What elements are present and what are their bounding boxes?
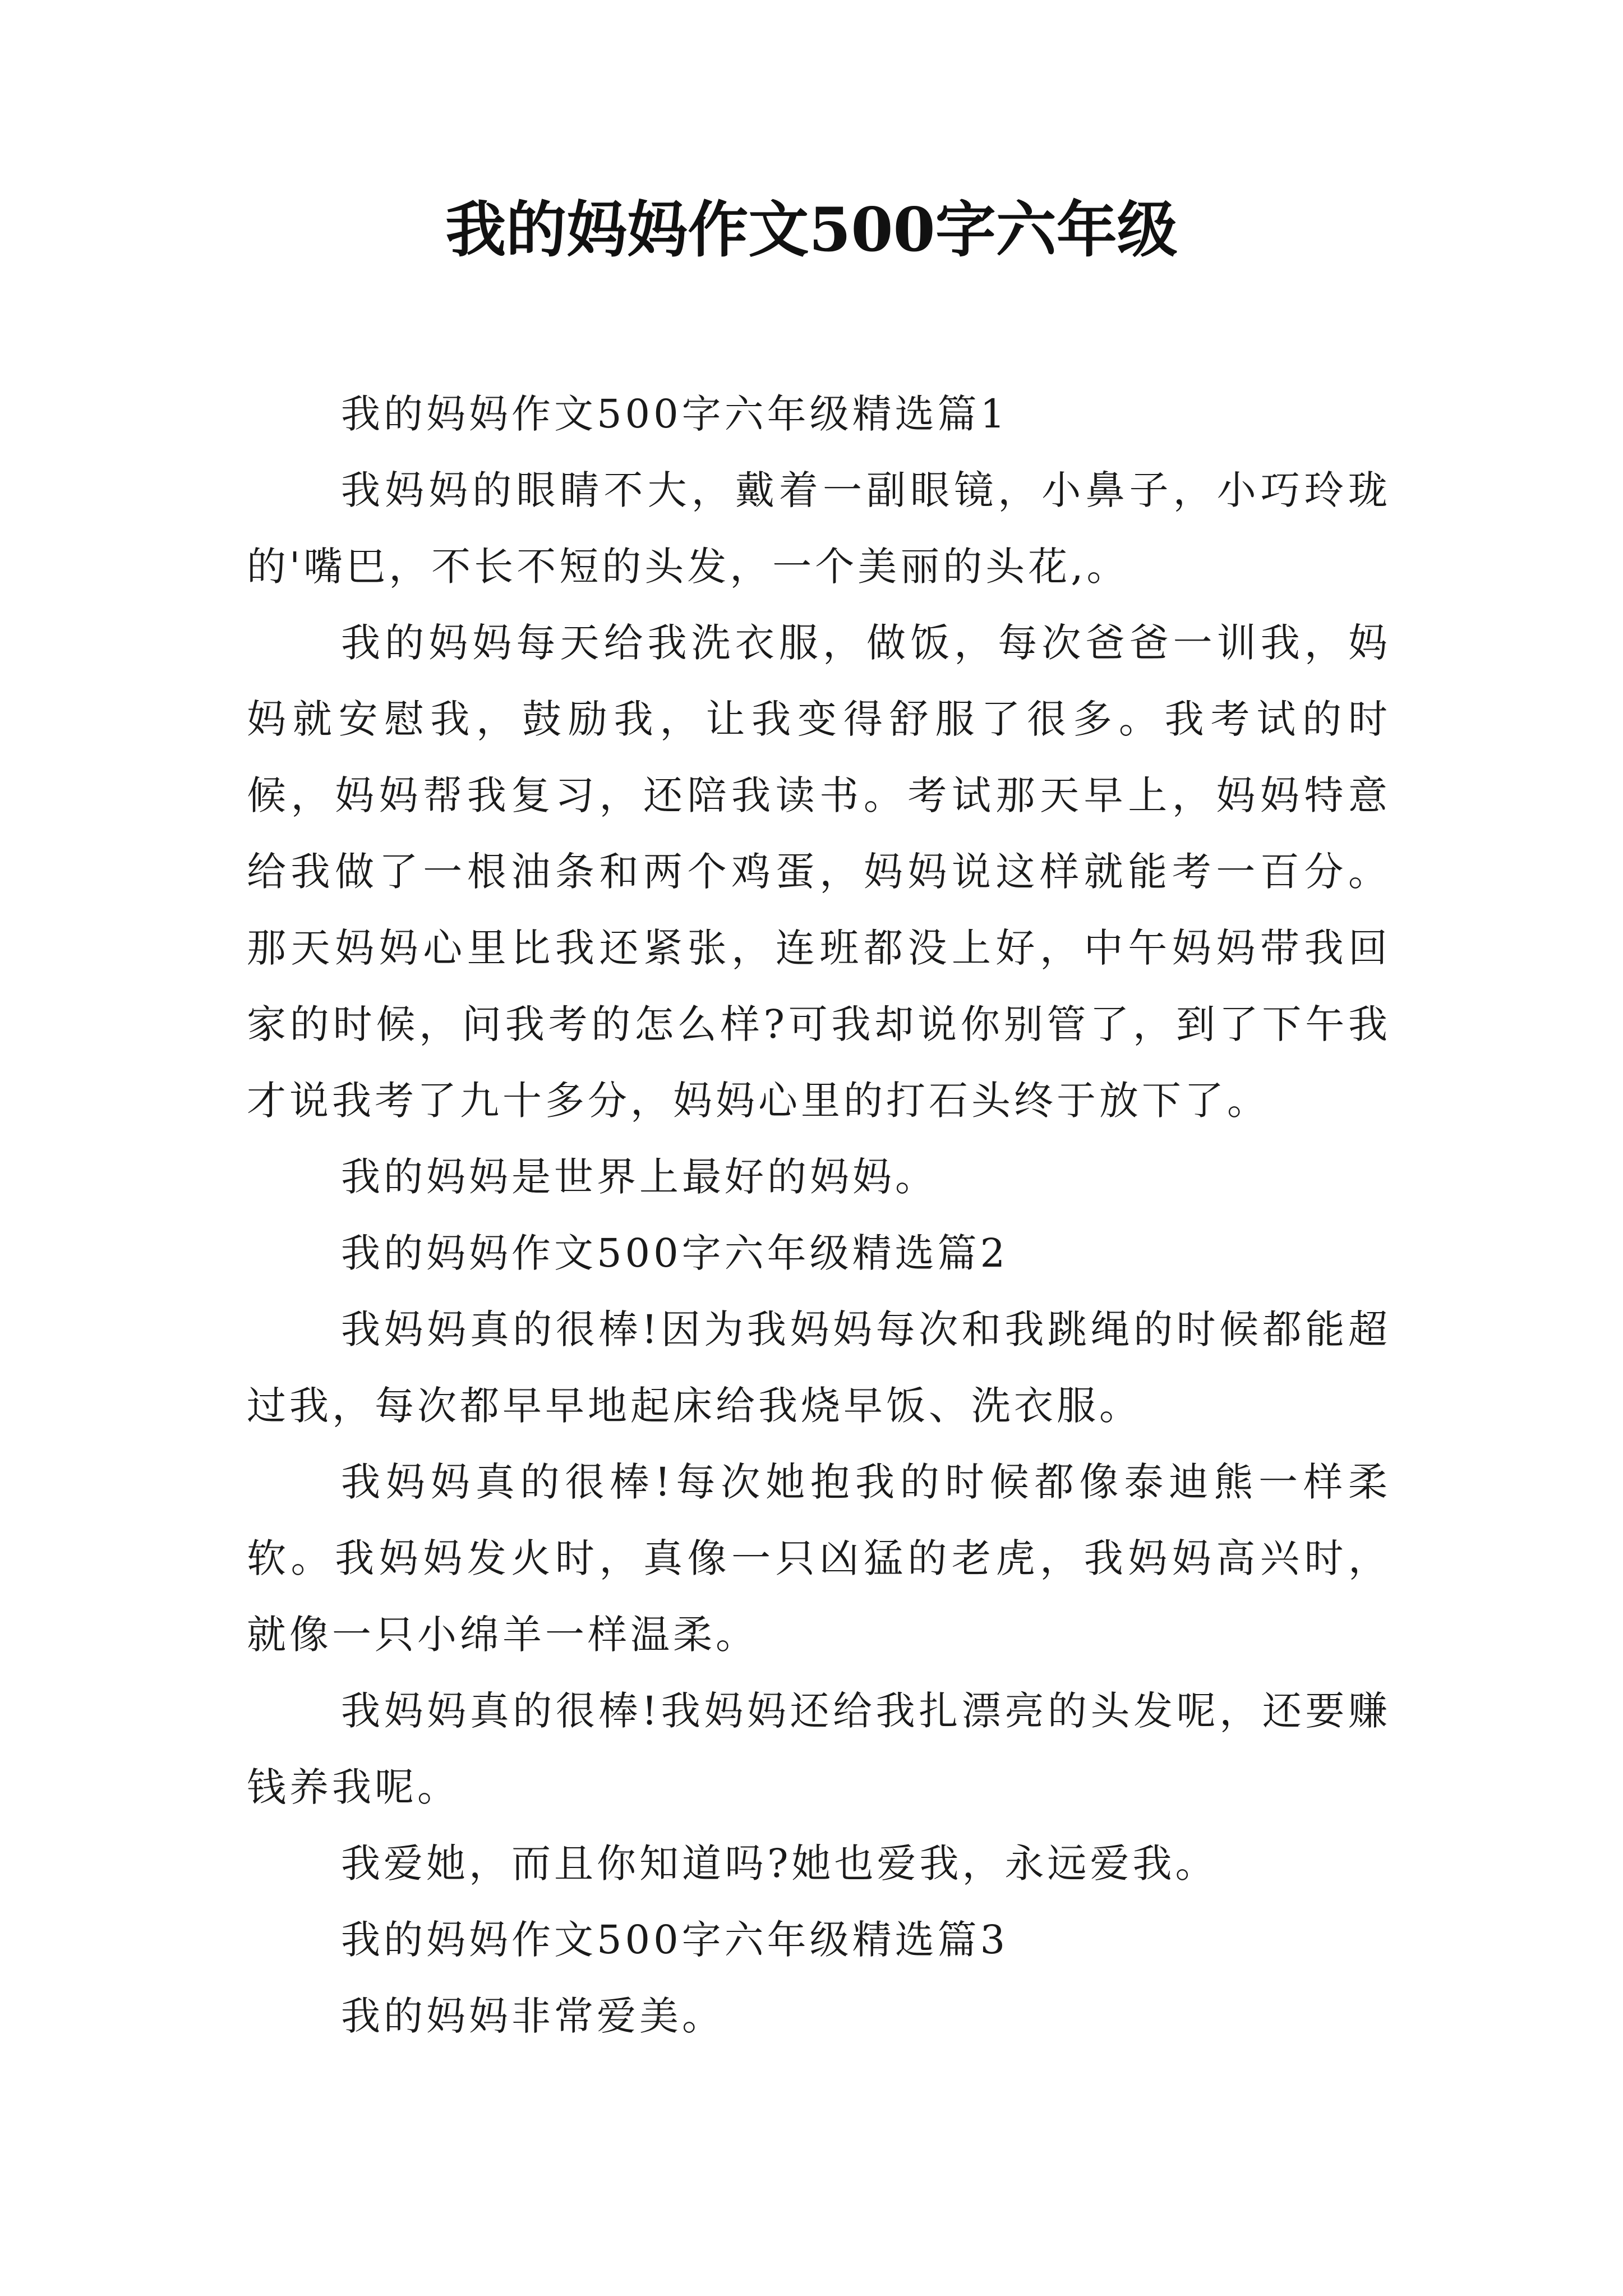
paragraph: 我妈妈真的很棒!每次她抱我的时候都像泰迪熊一样柔软。我妈妈发火时，真像一只凶猛的老虎，我妈妈高兴时，就像一只小绵羊一样温柔。	[247, 1459, 1391, 1658]
document-title: 我的妈妈作文500字六年级	[445, 195, 1178, 265]
paragraph: 我的妈妈非常爱美。	[341, 1993, 725, 2039]
paragraph: 我的妈妈每天给我洗衣服，做饭，每次爸爸一训我，妈妈就安慰我，鼓励我，让我变得舒服了很多。我考试的时候，妈妈帮我复习，还陪我读书。考试那天早上，妈妈特意给我做了一根油条和两个鸡蛋，妈妈说这样就能考一百分。那天妈妈心里比我还紧张，连班都没上好，中午妈妈带我回家的时候，问我考的怎么样?可我却说你别管了，到了下午我才说我考了九十多分，妈妈心里的打石头终于放下了。	[247, 620, 1391, 1124]
section-heading-2: 我的妈妈作文500字六年级精选篇2	[341, 1230, 1009, 1276]
paragraph: 我的妈妈是世界上最好的妈妈。	[341, 1154, 938, 1200]
paragraph: 我妈妈真的很棒!因为我妈妈每次和我跳绳的时候都能超过我，每次都早早地起床给我烧早饭、洗衣服。	[247, 1306, 1391, 1429]
section-heading-3: 我的妈妈作文500字六年级精选篇3	[341, 1917, 1009, 1963]
document-body	[247, 376, 1391, 2054]
section-heading-1: 我的妈妈作文500字六年级精选篇1	[341, 391, 1009, 437]
paragraph: 我妈妈的眼睛不大，戴着一副眼镜，小鼻子，小巧玲珑的'嘴巴，不长不短的头发，一个美丽的头花,。	[247, 467, 1391, 590]
paragraph: 我爱她，而且你知道吗?她也爱我，永远爱我。	[341, 1841, 1218, 1887]
paragraph: 我妈妈真的很棒!我妈妈还给我扎漂亮的头发呢，还要赚钱养我呢。	[247, 1688, 1391, 1810]
